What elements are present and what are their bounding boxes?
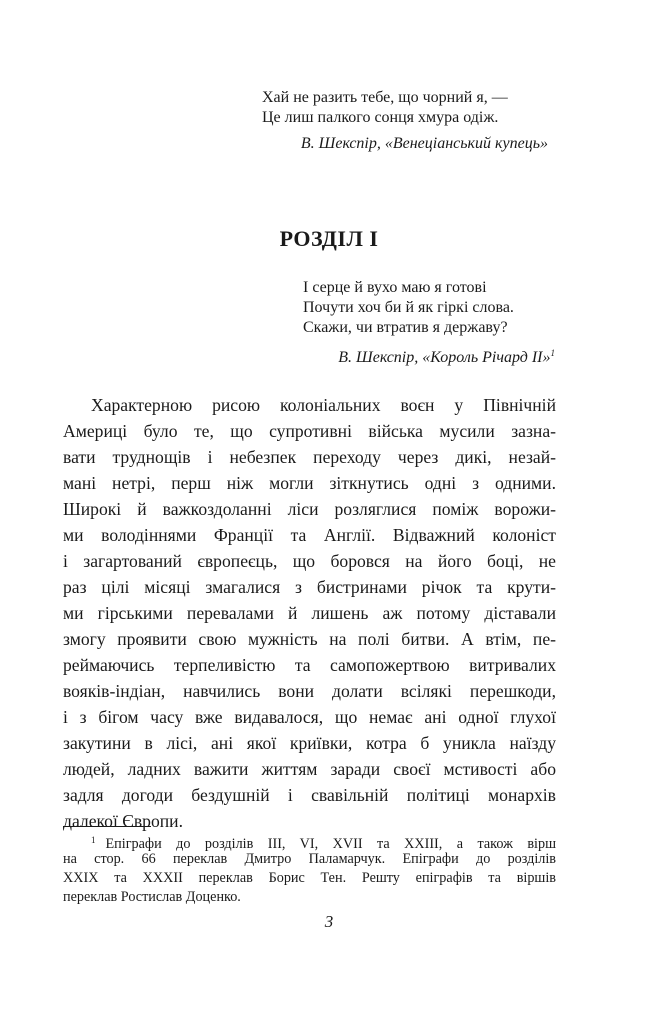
body-line: вояків-індіан, навчились вони долати всілякі перешкоди, <box>63 681 556 701</box>
epigraph-chapter-line: Почути хоч би й як гіркі слова. <box>303 299 514 316</box>
epigraph-chapter-line: І серце й вухо маю я готові <box>303 279 487 296</box>
footnote <box>63 831 556 907</box>
body-line: мані нетрі, перш ніж могли зіткнутись одні з одними. <box>63 473 556 493</box>
footnote-line: на стор. 66 переклав Дмитро Паламарчук. Епіграфи до розділів <box>63 851 556 867</box>
epigraph-top-attribution: В. Шекспір, «Венеціанський купець» <box>300 135 548 152</box>
footnote-line: XXIX та XXXII переклав Борис Тен. Решту епіграфів та віршів <box>63 870 556 886</box>
body-line: ми гірськими перевалами й лишень аж потому діставали <box>63 603 556 623</box>
footnote-divider <box>63 826 151 827</box>
body-line: змогу проявити свою мужність на полі битви. А втім, пе- <box>63 629 556 649</box>
body-line: реймаючись терпеливістю та самопожертвою витривалих <box>63 655 556 675</box>
body-line: і загартований європеєць, що боровся на його боці, не <box>63 551 556 571</box>
footnote-reference-mark: 1 <box>550 348 555 358</box>
body-line: закутини в лісі, ані якої криївки, котра б уникла наїзду <box>63 733 556 753</box>
footnote-mark: 1 <box>91 835 96 845</box>
body-line: далекої Європи. <box>63 811 183 831</box>
body-line: людей, ладних важити життям заради своєї мстивості або <box>63 759 556 779</box>
chapter-title: РОЗДІЛ І <box>279 226 379 251</box>
epigraph-top-line: Хай не разить тебе, що чорний я, — <box>262 89 508 106</box>
body-line: Широкі й важкоздоланні ліси розляглися поміж ворожи- <box>63 499 556 519</box>
epigraph-top <box>262 88 548 154</box>
footnote-line-text: Епіграфи до розділів III, VI, XVII та XXIII, а також вірш <box>105 836 556 852</box>
body-line: вати труднощів і небезпек переходу через дикі, незай- <box>63 447 556 467</box>
body-line: раз цілі місяці змагалися з бистринами річок та крути- <box>63 577 556 597</box>
body-line: задля догоди бездушній і свавільній політиці монархів <box>63 785 556 805</box>
body-line: Америці було те, що супротивні війська мусили зазна- <box>63 421 556 441</box>
body-line: Характерною рисою колоніальних воєн у Північній <box>91 395 556 415</box>
page-number: 3 <box>324 912 334 931</box>
epigraph-chapter-attribution-line <box>303 343 555 368</box>
epigraph-chapter <box>303 278 555 368</box>
footnote-line: переклав Ростислав Доценко. <box>63 889 241 905</box>
epigraph-chapter-attribution: В. Шекспір, «Король Річард ІІ» <box>338 349 551 366</box>
body-paragraph <box>63 392 556 834</box>
epigraph-top-line: Це лиш палкого сонця хмура одіж. <box>262 109 499 126</box>
body-line: і з бігом часу вже видавалося, що немає ані одної глухої <box>63 707 556 727</box>
epigraph-chapter-line: Скажи, чи втратив я державу? <box>303 319 508 336</box>
body-line: ми володіннями Франції та Англії. Відважний колоніст <box>63 525 556 545</box>
footnote-line <box>63 831 556 850</box>
